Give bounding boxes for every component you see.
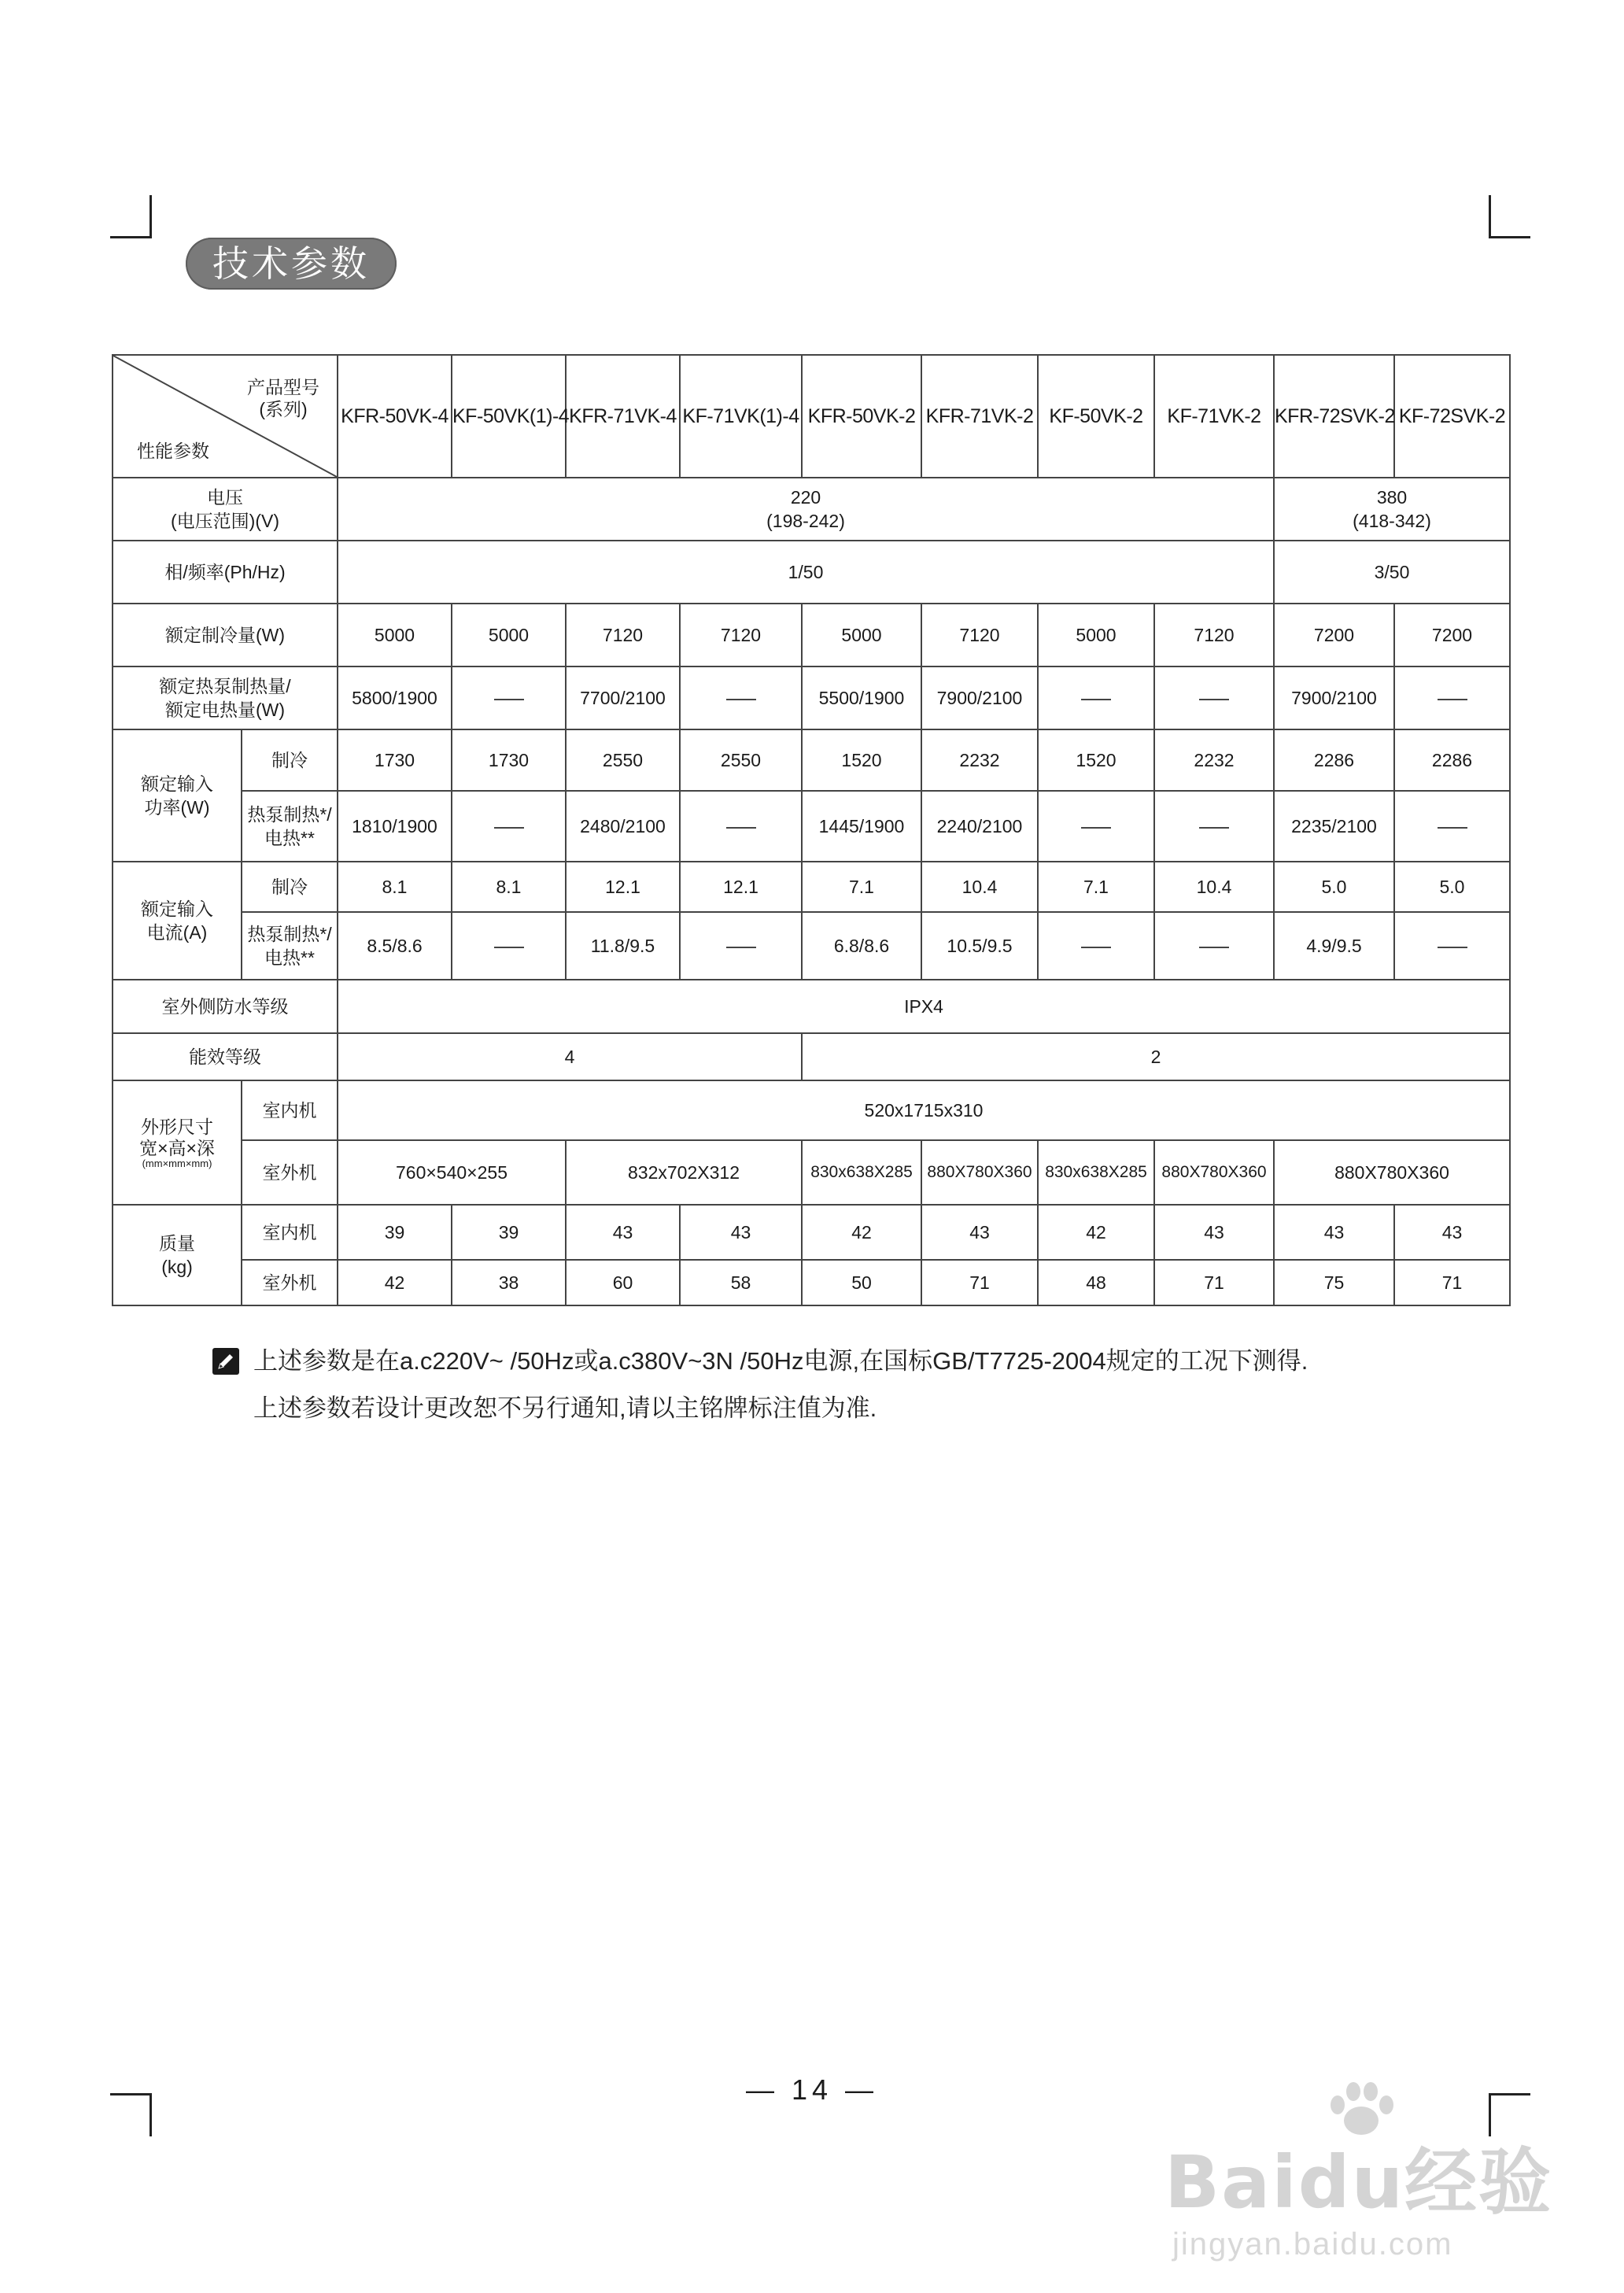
table-cell: 880X780X360 bbox=[1154, 1140, 1274, 1205]
table-cell: 880X780X360 bbox=[1274, 1140, 1510, 1205]
table-cell: 2240/2100 bbox=[921, 791, 1038, 862]
table-cell: 8.5/8.6 bbox=[338, 912, 452, 980]
efficiency-value-b: 2 bbox=[802, 1033, 1510, 1080]
spec-table bbox=[112, 354, 1511, 1306]
table-cell: 8.1 bbox=[338, 862, 452, 912]
table-cell: 5.0 bbox=[1394, 862, 1510, 912]
table-cell: 2286 bbox=[1274, 729, 1394, 791]
table-cell: 60 bbox=[566, 1260, 680, 1305]
table-cell: 7120 bbox=[1154, 604, 1274, 666]
dash-mark bbox=[1081, 699, 1111, 700]
table-cell bbox=[452, 912, 566, 980]
input-power-heat-row bbox=[113, 791, 1510, 862]
table-cell: 5000 bbox=[338, 604, 452, 666]
heating-capacity-label: 额定热泵制热量/ 额定电热量(W) bbox=[113, 666, 338, 729]
table-cell: 12.1 bbox=[566, 862, 680, 912]
input-power-label: 额定输入 功率(W) bbox=[113, 729, 242, 862]
input-power-cool-row bbox=[113, 729, 1510, 791]
model-header: KF-50VK-2 bbox=[1038, 355, 1154, 478]
table-cell: 43 bbox=[921, 1205, 1038, 1260]
dash-mark bbox=[726, 699, 756, 700]
table-cell: 5.0 bbox=[1274, 862, 1394, 912]
crop-mark-top-left bbox=[110, 195, 152, 238]
model-header: KFR-50VK-2 bbox=[802, 355, 921, 478]
dash-mark bbox=[1438, 827, 1467, 829]
table-cell: 7120 bbox=[680, 604, 802, 666]
pencil-note-icon bbox=[212, 1348, 239, 1375]
table-cell: 2480/2100 bbox=[566, 791, 680, 862]
dash-mark bbox=[1438, 947, 1467, 948]
table-cell: 5000 bbox=[1038, 604, 1154, 666]
table-cell: 1520 bbox=[1038, 729, 1154, 791]
weight-indoor-label: 室内机 bbox=[242, 1205, 338, 1260]
weight-indoor-row bbox=[113, 1205, 1510, 1260]
diagonal-header-cell bbox=[113, 355, 338, 478]
table-cell: 7900/2100 bbox=[1274, 666, 1394, 729]
table-cell: 7120 bbox=[566, 604, 680, 666]
table-cell bbox=[452, 791, 566, 862]
table-cell: 7.1 bbox=[802, 862, 921, 912]
weight-label: 质量 (kg) bbox=[113, 1205, 242, 1305]
section-title: 技术参数 bbox=[186, 238, 397, 290]
efficiency-label: 能效等级 bbox=[113, 1033, 338, 1080]
table-cell bbox=[1038, 666, 1154, 729]
table-cell: 8.1 bbox=[452, 862, 566, 912]
table-cell bbox=[1038, 791, 1154, 862]
table-cell: 1730 bbox=[338, 729, 452, 791]
table-cell: 832x702X312 bbox=[566, 1140, 802, 1205]
phase-value-a: 1/50 bbox=[338, 541, 1274, 604]
table-cell: 830x638X285 bbox=[1038, 1140, 1154, 1205]
phase-label: 相/频率(Ph/Hz) bbox=[113, 541, 338, 604]
table-cell: 5000 bbox=[802, 604, 921, 666]
note-line-1: 上述参数是在a.c220V~ /50Hz或a.c380V~3N /50Hz电源,在国标GB/T7725-2004规定的工况下测得. bbox=[253, 1347, 1308, 1375]
voltage-row bbox=[113, 478, 1510, 541]
model-header: KFR-71VK-4 bbox=[566, 355, 680, 478]
cooling-capacity-label: 额定制冷量(W) bbox=[113, 604, 338, 666]
input-power-cool-label: 制冷 bbox=[242, 729, 338, 791]
table-cell: 880X780X360 bbox=[921, 1140, 1038, 1205]
dash-mark bbox=[1199, 947, 1229, 948]
table-cell: 43 bbox=[680, 1205, 802, 1260]
cooling-capacity-row bbox=[113, 604, 1510, 666]
dash-mark bbox=[1199, 827, 1229, 829]
dash-mark bbox=[494, 947, 524, 948]
table-cell: 42 bbox=[1038, 1205, 1154, 1260]
input-current-heat-row bbox=[113, 912, 1510, 980]
table-cell: 10.4 bbox=[1154, 862, 1274, 912]
weight-outdoor-row bbox=[113, 1260, 1510, 1305]
table-cell: 2550 bbox=[566, 729, 680, 791]
table-cell: 5000 bbox=[452, 604, 566, 666]
table-cell: 2286 bbox=[1394, 729, 1510, 791]
table-cell: 7.1 bbox=[1038, 862, 1154, 912]
waterproof-value: IPX4 bbox=[338, 980, 1510, 1033]
table-cell bbox=[1394, 666, 1510, 729]
table-cell: 39 bbox=[338, 1205, 452, 1260]
table-cell: 7120 bbox=[921, 604, 1038, 666]
table-cell: 11.8/9.5 bbox=[566, 912, 680, 980]
note-line-2: 上述参数若设计更改恕不另行通知,请以主铭牌标注值为准. bbox=[253, 1394, 877, 1422]
voltage-value-220: 220 (198-242) bbox=[338, 478, 1274, 541]
efficiency-value-a: 4 bbox=[338, 1033, 802, 1080]
dimensions-label: 外形尺寸 宽×高×深 (mm×mm×mm) bbox=[113, 1080, 242, 1205]
table-cell: 7200 bbox=[1394, 604, 1510, 666]
table-cell: 2550 bbox=[680, 729, 802, 791]
baidu-watermark bbox=[1164, 2077, 1558, 2282]
input-current-heat-label: 热泵制热*/ 电热** bbox=[242, 912, 338, 980]
model-header: KF-72SVK-2 bbox=[1394, 355, 1510, 478]
table-cell: 7200 bbox=[1274, 604, 1394, 666]
table-cell: 1730 bbox=[452, 729, 566, 791]
model-header: KFR-50VK-4 bbox=[338, 355, 452, 478]
table-cell: 71 bbox=[921, 1260, 1038, 1305]
page-number: — 14 — bbox=[745, 2073, 879, 2106]
table-cell bbox=[680, 666, 802, 729]
table-cell bbox=[1394, 791, 1510, 862]
table-cell: 75 bbox=[1274, 1260, 1394, 1305]
voltage-value-380: 380 (418-342) bbox=[1274, 478, 1510, 541]
input-current-cool-label: 制冷 bbox=[242, 862, 338, 912]
table-cell bbox=[680, 791, 802, 862]
table-cell: 2232 bbox=[921, 729, 1038, 791]
table-cell: 4.9/9.5 bbox=[1274, 912, 1394, 980]
heating-capacity-row bbox=[113, 666, 1510, 729]
table-cell: 58 bbox=[680, 1260, 802, 1305]
dimensions-outdoor-label: 室外机 bbox=[242, 1140, 338, 1205]
crop-mark-top-right bbox=[1489, 195, 1530, 238]
table-cell: 43 bbox=[1274, 1205, 1394, 1260]
waterproof-row bbox=[113, 980, 1510, 1033]
table-cell: 7900/2100 bbox=[921, 666, 1038, 729]
dimensions-outdoor-row bbox=[113, 1140, 1510, 1205]
table-cell: 50 bbox=[802, 1260, 921, 1305]
model-header: KF-71VK(1)-4 bbox=[680, 355, 802, 478]
dash-mark bbox=[494, 699, 524, 700]
table-cell: 42 bbox=[802, 1205, 921, 1260]
voltage-label: 电压 (电压范围)(V) bbox=[113, 478, 338, 541]
table-cell: 48 bbox=[1038, 1260, 1154, 1305]
weight-outdoor-label: 室外机 bbox=[242, 1260, 338, 1305]
table-cell: 5500/1900 bbox=[802, 666, 921, 729]
table-cell bbox=[1154, 791, 1274, 862]
dash-mark bbox=[1081, 827, 1111, 829]
table-cell: 12.1 bbox=[680, 862, 802, 912]
model-header: KFR-72SVK-2 bbox=[1274, 355, 1394, 478]
table-cell: 1520 bbox=[802, 729, 921, 791]
model-header: KF-71VK-2 bbox=[1154, 355, 1274, 478]
waterproof-label: 室外侧防水等级 bbox=[113, 980, 338, 1033]
table-cell: 43 bbox=[1394, 1205, 1510, 1260]
table-cell bbox=[1038, 912, 1154, 980]
watermark-url: jingyan.baidu.com bbox=[1172, 2227, 1453, 2262]
table-cell: 10.4 bbox=[921, 862, 1038, 912]
table-header-row bbox=[113, 355, 1510, 478]
table-cell: 43 bbox=[1154, 1205, 1274, 1260]
table-cell: 10.5/9.5 bbox=[921, 912, 1038, 980]
table-cell: 1810/1900 bbox=[338, 791, 452, 862]
phase-value-b: 3/50 bbox=[1274, 541, 1510, 604]
table-cell: 43 bbox=[566, 1205, 680, 1260]
efficiency-row bbox=[113, 1033, 1510, 1080]
input-current-label: 额定输入 电流(A) bbox=[113, 862, 242, 980]
input-current-cool-row bbox=[113, 862, 1510, 912]
dimensions-indoor-label: 室内机 bbox=[242, 1080, 338, 1140]
header-performance-label: 性能参数 bbox=[137, 441, 209, 461]
table-cell bbox=[680, 912, 802, 980]
table-cell: 71 bbox=[1394, 1260, 1510, 1305]
header-product-model-label: 产品型号 (系列) bbox=[247, 377, 319, 419]
table-cell: 760×540×255 bbox=[338, 1140, 566, 1205]
table-cell bbox=[452, 666, 566, 729]
input-power-heat-label: 热泵制热*/ 电热** bbox=[242, 791, 338, 862]
dash-mark bbox=[494, 827, 524, 829]
dash-mark bbox=[726, 827, 756, 829]
table-cell bbox=[1154, 912, 1274, 980]
table-cell: 39 bbox=[452, 1205, 566, 1260]
table-cell: 830x638X285 bbox=[802, 1140, 921, 1205]
dimensions-indoor-row bbox=[113, 1080, 1510, 1140]
table-cell: 2235/2100 bbox=[1274, 791, 1394, 862]
dash-mark bbox=[1081, 947, 1111, 948]
table-cell: 71 bbox=[1154, 1260, 1274, 1305]
dash-mark bbox=[1438, 699, 1467, 700]
table-cell bbox=[1154, 666, 1274, 729]
dash-mark bbox=[1199, 699, 1229, 700]
model-header: KFR-71VK-2 bbox=[921, 355, 1038, 478]
model-header: KF-50VK(1)-4 bbox=[452, 355, 566, 478]
table-cell: 38 bbox=[452, 1260, 566, 1305]
watermark-brand: Baidu经验 bbox=[1164, 2140, 1553, 2225]
table-cell bbox=[1394, 912, 1510, 980]
table-cell: 5800/1900 bbox=[338, 666, 452, 729]
table-cell: 42 bbox=[338, 1260, 452, 1305]
table-cell: 6.8/8.6 bbox=[802, 912, 921, 980]
dimensions-indoor-value: 520x1715x310 bbox=[338, 1080, 1510, 1140]
table-cell: 2232 bbox=[1154, 729, 1274, 791]
table-cell: 1445/1900 bbox=[802, 791, 921, 862]
table-cell: 7700/2100 bbox=[566, 666, 680, 729]
dash-mark bbox=[726, 947, 756, 948]
phase-row bbox=[113, 541, 1510, 604]
